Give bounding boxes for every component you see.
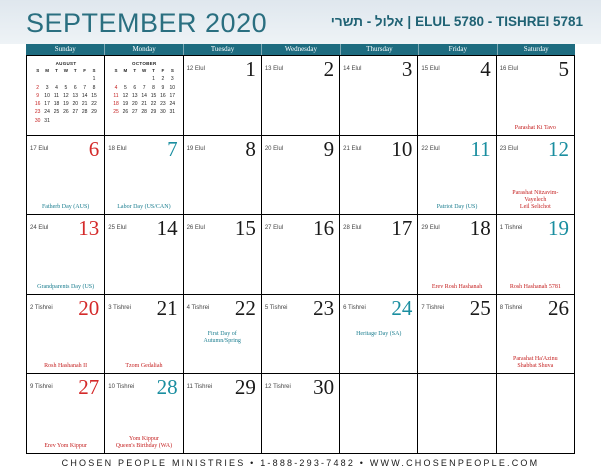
hebrew-date: 2 Tishrei bbox=[30, 304, 53, 311]
day-cell bbox=[496, 295, 574, 374]
day-number: 9 bbox=[323, 136, 335, 161]
mini-calendar-day: 14 bbox=[141, 92, 147, 99]
mini-calendar-day bbox=[121, 75, 130, 83]
mini-calendar-day: 21 bbox=[81, 101, 88, 108]
mini-calendar-week bbox=[33, 92, 99, 100]
mini-calendar-day: 20 bbox=[131, 101, 138, 108]
mini-calendar-day bbox=[71, 117, 80, 125]
day-number: 30 bbox=[313, 375, 335, 400]
day-number: 8 bbox=[245, 136, 256, 161]
mini-calendar-day: 27 bbox=[131, 109, 138, 116]
mini-calendar-day: 13 bbox=[131, 92, 138, 99]
mini-calendar-weekday: F bbox=[161, 68, 165, 73]
hebrew-date: 1 Tishrei bbox=[499, 225, 523, 232]
mini-calendar-weekday: F bbox=[83, 68, 87, 73]
mini-calendar-day: 11 bbox=[53, 92, 60, 99]
hebrew-date: 5 Tishrei bbox=[264, 304, 288, 311]
mini-calendar-day: 30 bbox=[34, 117, 41, 124]
empty-day-cell bbox=[339, 374, 417, 453]
day-cell bbox=[104, 374, 182, 453]
day-event: Heritage Day (SA) bbox=[356, 330, 402, 337]
mini-calendar-day: 10 bbox=[169, 84, 176, 91]
mini-calendar-day: 6 bbox=[73, 84, 77, 91]
mini-calendar-week bbox=[111, 84, 177, 92]
hebrew-date: 10 Tishrei bbox=[108, 384, 135, 391]
mini-calendar-week bbox=[33, 84, 99, 92]
hebrew-date: 28 Elul bbox=[343, 225, 362, 232]
mini-calendar-day: 23 bbox=[160, 101, 166, 108]
day-number: 3 bbox=[401, 57, 413, 81]
weekday-header-row bbox=[26, 44, 575, 55]
empty-day-cell bbox=[496, 374, 574, 453]
mini-calendar-day: 4 bbox=[114, 84, 118, 91]
mini-calendar-weekday: S bbox=[170, 68, 174, 73]
day-number: 22 bbox=[234, 295, 256, 320]
hebrew-month-subtitle bbox=[331, 14, 583, 29]
day-cell bbox=[417, 215, 495, 294]
day-event: Yom Kippur Queen's Birthday (WA) bbox=[115, 435, 173, 449]
day-cell bbox=[417, 56, 495, 135]
mini-calendar-week bbox=[111, 100, 177, 108]
day-event: Parashat Ki Tavo bbox=[514, 124, 556, 131]
day-number: 17 bbox=[391, 216, 413, 241]
mini-calendar-day: 25 bbox=[53, 109, 60, 116]
day-number: 7 bbox=[167, 136, 178, 161]
hebrew-date: 12 Elul bbox=[186, 66, 205, 72]
day-cell bbox=[27, 295, 104, 374]
page-title: SEPTEMBER 2020 bbox=[26, 8, 268, 38]
calendar-week-row bbox=[27, 135, 574, 215]
mini-calendar-weekday: S bbox=[36, 68, 40, 73]
mini-calendar-day: 1 bbox=[152, 76, 155, 83]
mini-calendar-day bbox=[111, 75, 120, 83]
day-cell bbox=[183, 215, 261, 294]
mini-calendar-title: OCTOBER bbox=[132, 61, 157, 66]
hebrew-date: 3 Tishrei bbox=[108, 304, 131, 311]
hebrew-months-label: אלול - תשרי bbox=[330, 14, 404, 29]
subtitle-separator: | bbox=[407, 14, 412, 29]
weekday-header-friday: Friday bbox=[418, 44, 496, 55]
mini-calendar-day: 25 bbox=[113, 109, 119, 116]
day-cell bbox=[339, 56, 417, 135]
mini-calendar-day bbox=[71, 75, 80, 83]
day-cell bbox=[496, 215, 574, 294]
mini-calendar bbox=[33, 61, 99, 125]
day-cell bbox=[183, 374, 261, 453]
day-number: 19 bbox=[547, 216, 569, 241]
calendar-header bbox=[0, 0, 601, 44]
day-number: 14 bbox=[156, 216, 178, 241]
day-number: 28 bbox=[156, 375, 178, 400]
day-number: 29 bbox=[234, 375, 256, 400]
calendar-week-row bbox=[27, 294, 574, 374]
mini-calendar-day: 18 bbox=[113, 101, 119, 108]
mini-calendar-day: 18 bbox=[53, 101, 60, 108]
day-number: 20 bbox=[78, 295, 100, 320]
hebrew-date: 4 Tishrei bbox=[186, 304, 210, 311]
day-event: Tzom Gedaliah bbox=[125, 363, 163, 370]
mini-calendar-day bbox=[61, 75, 70, 83]
mini-calendar-weekday-row bbox=[111, 67, 177, 75]
day-number: 23 bbox=[313, 295, 335, 320]
mini-calendar-day: 23 bbox=[34, 109, 41, 116]
day-number: 1 bbox=[245, 57, 256, 81]
day-cell bbox=[104, 136, 182, 215]
day-cell bbox=[339, 136, 417, 215]
mini-calendar-day: 28 bbox=[141, 109, 147, 116]
day-cell bbox=[261, 374, 339, 453]
mini-calendar-day: 29 bbox=[150, 109, 157, 116]
day-event: Erev Rosh Hashanah bbox=[431, 283, 483, 290]
hebrew-date: 23 Elul bbox=[499, 145, 519, 152]
mini-calendar-day: 22 bbox=[91, 101, 97, 108]
mini-calendar-day: 16 bbox=[34, 101, 41, 108]
mini-calendar-day bbox=[33, 75, 42, 83]
mini-calendar-day: 19 bbox=[63, 101, 69, 108]
calendar-week-row bbox=[27, 373, 574, 453]
mini-calendar-week bbox=[111, 75, 177, 83]
mini-calendar-day: 1 bbox=[92, 76, 96, 83]
mini-calendar-cell bbox=[104, 56, 182, 135]
mini-calendar-day: 12 bbox=[63, 92, 69, 99]
mini-calendar-day: 14 bbox=[81, 92, 88, 99]
hebrew-date: 8 Tishrei bbox=[499, 304, 523, 311]
mini-calendar-day: 12 bbox=[122, 92, 129, 99]
mini-calendar-day: 7 bbox=[142, 84, 146, 91]
weekday-header-saturday: Saturday bbox=[497, 44, 575, 55]
mini-calendar-day: 2 bbox=[36, 84, 40, 91]
day-number: 21 bbox=[156, 295, 178, 320]
calendar-week-row bbox=[27, 56, 574, 135]
day-cell bbox=[261, 215, 339, 294]
mini-calendar-cell bbox=[27, 56, 104, 135]
hebrew-date: 14 Elul bbox=[343, 66, 362, 72]
day-event: Parashat Nitzavim- Vayelech Leil Selichot bbox=[512, 190, 559, 211]
weekday-header-wednesday: Wednesday bbox=[261, 44, 339, 55]
mini-calendar-day: 16 bbox=[160, 92, 166, 99]
day-cell bbox=[496, 136, 574, 215]
weekday-header-monday: Monday bbox=[104, 44, 182, 55]
calendar-week-row bbox=[27, 214, 574, 294]
day-cell bbox=[261, 136, 339, 215]
day-event: Patriot Day (US) bbox=[436, 204, 478, 211]
day-cell bbox=[417, 295, 495, 374]
hebrew-year-span: ELUL 5780 - TISHREI 5781 bbox=[415, 14, 583, 29]
day-cell bbox=[183, 295, 261, 374]
day-cell bbox=[417, 136, 495, 215]
day-cell bbox=[496, 56, 574, 135]
day-cell bbox=[339, 295, 417, 374]
calendar-grid bbox=[26, 44, 575, 454]
mini-calendar-day bbox=[89, 117, 98, 125]
mini-calendar-day: 30 bbox=[160, 109, 166, 116]
day-event: First Day of Autumn/Spring bbox=[203, 330, 241, 344]
day-event: Labor Day (US/CAN) bbox=[117, 204, 171, 211]
hebrew-date: 16 Elul bbox=[499, 66, 519, 72]
weekday-header-thursday: Thursday bbox=[340, 44, 418, 55]
day-cell bbox=[261, 56, 339, 135]
hebrew-date: 24 Elul bbox=[30, 225, 49, 232]
day-number: 18 bbox=[469, 216, 491, 241]
mini-calendar-week bbox=[111, 108, 177, 116]
day-number: 12 bbox=[547, 136, 569, 161]
hebrew-date: 6 Tishrei bbox=[343, 304, 366, 311]
hebrew-date: 27 Elul bbox=[264, 225, 284, 232]
hebrew-date: 17 Elul bbox=[30, 145, 49, 152]
day-number: 11 bbox=[470, 136, 491, 161]
mini-calendar-day bbox=[139, 75, 148, 83]
mini-calendar-day: 17 bbox=[169, 92, 176, 99]
mini-calendar-weekday: M bbox=[45, 68, 49, 73]
hebrew-date: 20 Elul bbox=[264, 145, 284, 152]
mini-calendar-weekday: T bbox=[133, 68, 137, 73]
mini-calendar-day: 29 bbox=[91, 109, 97, 116]
day-number: 16 bbox=[313, 216, 335, 241]
mini-calendar-day bbox=[61, 117, 70, 125]
mini-calendar-week bbox=[33, 75, 99, 83]
day-number: 5 bbox=[558, 57, 569, 81]
day-cell bbox=[27, 374, 104, 453]
calendar-weeks bbox=[26, 55, 575, 454]
mini-calendar-day: 9 bbox=[161, 84, 165, 91]
day-number: 10 bbox=[391, 136, 413, 161]
mini-calendar bbox=[111, 61, 177, 117]
empty-day-cell bbox=[417, 374, 495, 453]
mini-calendar-day bbox=[42, 75, 51, 83]
hebrew-date: 29 Elul bbox=[421, 225, 440, 232]
mini-calendar-weekday: T bbox=[55, 68, 58, 73]
mini-calendar-weekday: T bbox=[73, 68, 77, 73]
day-cell bbox=[27, 136, 104, 215]
mini-calendar-day: 24 bbox=[169, 101, 176, 108]
hebrew-date: 22 Elul bbox=[421, 145, 440, 152]
mini-calendar-day: 17 bbox=[44, 101, 50, 108]
mini-calendar-weekday: S bbox=[92, 68, 96, 73]
mini-calendar-day: 3 bbox=[45, 84, 49, 91]
mini-calendar-day: 2 bbox=[161, 76, 165, 83]
day-event: Grandparents Day (US) bbox=[37, 283, 95, 290]
day-cell bbox=[104, 215, 182, 294]
mini-calendar-week bbox=[33, 108, 99, 116]
mini-calendar-day: 31 bbox=[44, 117, 50, 124]
hebrew-date: 7 Tishrei bbox=[421, 304, 445, 311]
mini-calendar-day: 26 bbox=[63, 109, 69, 116]
mini-calendar-day bbox=[80, 117, 89, 125]
day-number: 25 bbox=[469, 295, 491, 320]
hebrew-date: 12 Tishrei bbox=[264, 384, 291, 391]
day-event: Rosh Hashanah II bbox=[44, 363, 88, 370]
mini-calendar-weekday-row bbox=[33, 67, 99, 75]
mini-calendar-day bbox=[130, 75, 139, 83]
mini-calendar-day: 22 bbox=[150, 101, 157, 108]
mini-calendar-title: AUGUST bbox=[55, 61, 77, 66]
hebrew-date: 25 Elul bbox=[108, 225, 127, 232]
mini-calendar-day: 6 bbox=[133, 84, 137, 91]
mini-calendar-day: 28 bbox=[81, 109, 88, 116]
footer-contact: CHOSEN PEOPLE MINISTRIES • 1-888-293-7482 • WWW.CHOSENPEOPLE.COM bbox=[61, 458, 540, 468]
hebrew-date: 9 Tishrei bbox=[30, 384, 53, 391]
mini-calendar-weekday: W bbox=[142, 68, 147, 73]
mini-calendar-day bbox=[52, 117, 61, 125]
mini-calendar-day: 21 bbox=[141, 101, 147, 108]
day-number: 6 bbox=[88, 136, 100, 161]
mini-calendar-day: 5 bbox=[123, 84, 127, 91]
day-number: 24 bbox=[391, 295, 413, 320]
hebrew-date: 18 Elul bbox=[108, 145, 127, 152]
mini-calendar-day: 15 bbox=[91, 92, 97, 99]
mini-calendar-day: 27 bbox=[72, 109, 79, 116]
mini-calendar-day: 8 bbox=[92, 84, 96, 91]
mini-calendar-week bbox=[111, 92, 177, 100]
day-cell bbox=[27, 215, 104, 294]
mini-calendar-weekday: M bbox=[123, 68, 128, 73]
weekday-header-tuesday: Tuesday bbox=[183, 44, 261, 55]
mini-calendar-weekday: W bbox=[63, 68, 68, 73]
day-number: 2 bbox=[323, 57, 335, 81]
mini-calendar-day: 26 bbox=[122, 109, 129, 116]
mini-calendar-day bbox=[80, 75, 89, 83]
hebrew-date: 13 Elul bbox=[264, 66, 284, 72]
day-event: Parashat Ha'Azinu Shabbat Shuva bbox=[513, 356, 558, 370]
mini-calendar-day bbox=[52, 75, 61, 83]
weekday-header-sunday: Sunday bbox=[54, 45, 76, 53]
mini-calendar-day: 3 bbox=[170, 76, 174, 83]
day-number: 4 bbox=[480, 57, 491, 81]
hebrew-date: 19 Elul bbox=[186, 145, 205, 152]
day-cell bbox=[339, 215, 417, 294]
mini-calendar-weekday: T bbox=[152, 68, 155, 73]
day-event: Rosh Hashanah 5781 bbox=[509, 283, 561, 290]
mini-calendar-day: 19 bbox=[122, 101, 129, 108]
mini-calendar-day: 11 bbox=[113, 92, 119, 99]
hebrew-date: 26 Elul bbox=[186, 225, 205, 232]
day-number: 13 bbox=[78, 216, 100, 241]
mini-calendar-week bbox=[33, 100, 99, 108]
day-event: Fatherb Day (AUS) bbox=[41, 204, 90, 211]
day-number: 27 bbox=[78, 375, 100, 400]
day-number: 15 bbox=[234, 216, 256, 241]
day-number: 26 bbox=[547, 295, 569, 320]
mini-calendar-day: 9 bbox=[36, 92, 40, 99]
mini-calendar-day: 7 bbox=[83, 84, 87, 91]
day-cell bbox=[183, 136, 261, 215]
mini-calendar-day: 8 bbox=[152, 84, 155, 91]
day-cell bbox=[104, 295, 182, 374]
mini-calendar-day: 20 bbox=[72, 101, 79, 108]
hebrew-date: 21 Elul bbox=[343, 145, 362, 152]
mini-calendar-day: 4 bbox=[55, 84, 58, 91]
hebrew-date: 11 Tishrei bbox=[186, 384, 213, 391]
mini-calendar-day: 24 bbox=[44, 109, 50, 116]
day-cell bbox=[183, 56, 261, 135]
mini-calendar-week bbox=[33, 117, 99, 125]
mini-calendar-day: 15 bbox=[150, 92, 157, 99]
mini-calendar-day: 31 bbox=[169, 109, 176, 116]
day-cell bbox=[261, 295, 339, 374]
mini-calendar-day: 10 bbox=[44, 92, 50, 99]
mini-calendar-weekday: S bbox=[114, 68, 118, 73]
hebrew-date: 15 Elul bbox=[421, 66, 440, 72]
mini-calendar-day: 13 bbox=[72, 92, 79, 99]
day-event: Erev Yom Kippur bbox=[44, 442, 87, 449]
mini-calendar-day: 5 bbox=[64, 84, 68, 91]
